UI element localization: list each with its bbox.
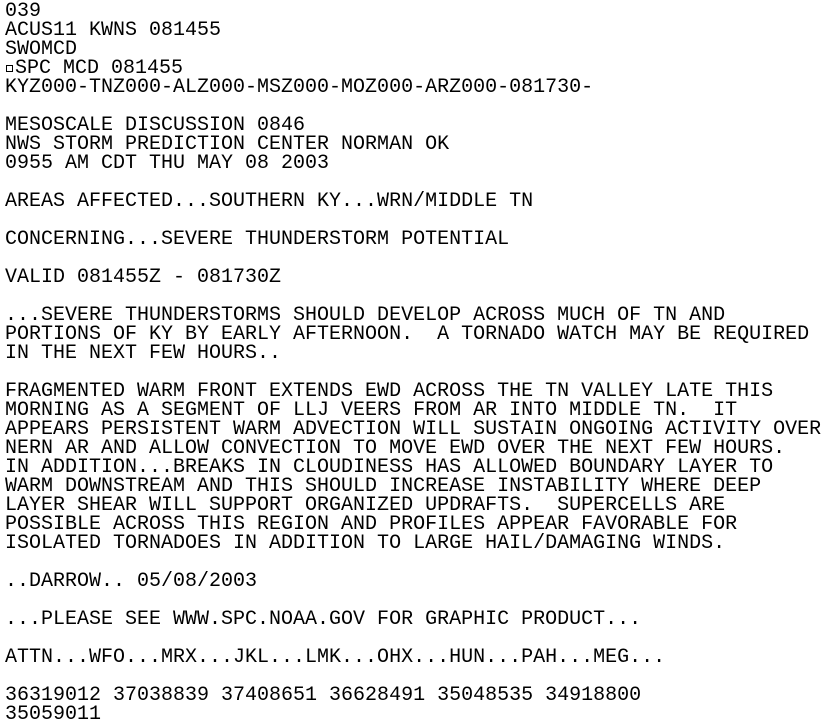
summary-line: PORTIONS OF KY BY EARLY AFTERNOON. A TORNADO WATCH MAY BE REQUIRED — [5, 323, 810, 346]
sequence-number: 039 — [5, 0, 42, 23]
body-line: FRAGMENTED WARM FRONT EXTENDS EWD ACROSS THE TN VALLEY LATE THIS — [5, 380, 774, 403]
ugc-line: KYZ000-TNZ000-ALZ000-MSZ000-MOZ000-ARZ000-081730- — [5, 76, 594, 99]
summary-line: IN THE NEXT FEW HOURS.. — [5, 342, 282, 365]
awips-header: ACUS11 KWNS 081455 — [5, 19, 222, 42]
discussion-number: MESOSCALE DISCUSSION 0846 — [5, 114, 306, 137]
areas-affected: AREAS AFFECTED...SOUTHERN KY...WRN/MIDDLE TN — [5, 190, 534, 213]
control-char-box-icon — [6, 65, 13, 72]
body-line: WARM DOWNSTREAM AND THIS SHOULD INCREASE INSTABILITY WHERE DEEP — [5, 475, 762, 498]
concerning: CONCERNING...SEVERE THUNDERSTORM POTENTIAL — [5, 228, 510, 251]
summary-line: ...SEVERE THUNDERSTORMS SHOULD DEVELOP ACROSS MUCH OF TN AND — [5, 304, 726, 327]
body-line: NERN AR AND ALLOW CONVECTION TO MOVE EWD OVER THE NEXT FEW HOURS. — [5, 437, 786, 460]
body-line: MORNING AS A SEGMENT OF LLJ VEERS FROM AR INTO MIDDLE TN. IT — [5, 399, 738, 422]
body-line: LAYER SHEAR WILL SUPPORT ORGANIZED UPDRAFTS. SUPERCELLS ARE — [5, 494, 726, 517]
body-line: APPEARS PERSISTENT WARM ADVECTION WILL SUSTAIN ONGOING ACTIVITY OVER — [5, 418, 822, 441]
body-line: IN ADDITION...BREAKS IN CLOUDINESS HAS ALLOWED BOUNDARY LAYER TO — [5, 456, 774, 479]
issue-time: 0955 AM CDT THU MAY 08 2003 — [5, 152, 330, 175]
forecaster-signature: ..DARROW.. 05/08/2003 — [5, 570, 258, 593]
product-pil: SWOMCD — [5, 38, 78, 61]
product-id: SPC MCD 081455 — [15, 57, 184, 80]
attn-line: ATTN...WFO...MRX...JKL...LMK...OHX...HUN...PAH...MEG... — [5, 646, 666, 669]
valid-time: VALID 081455Z - 081730Z — [5, 266, 282, 289]
coordinates-line: 36319012 37038839 37408651 36628491 35048535 34918800 — [5, 684, 642, 707]
graphic-product-note: ...PLEASE SEE WWW.SPC.NOAA.GOV FOR GRAPHIC PRODUCT... — [5, 608, 642, 631]
coordinates-line: 35059011 — [5, 703, 102, 726]
body-line: ISOLATED TORNADOES IN ADDITION TO LARGE HAIL/DAMAGING WINDS. — [5, 532, 726, 555]
discussion-text — [5, 2, 821, 724]
issuing-office: NWS STORM PREDICTION CENTER NORMAN OK — [5, 133, 450, 156]
body-line: POSSIBLE ACROSS THIS REGION AND PROFILES APPEAR FAVORABLE FOR — [5, 513, 738, 536]
